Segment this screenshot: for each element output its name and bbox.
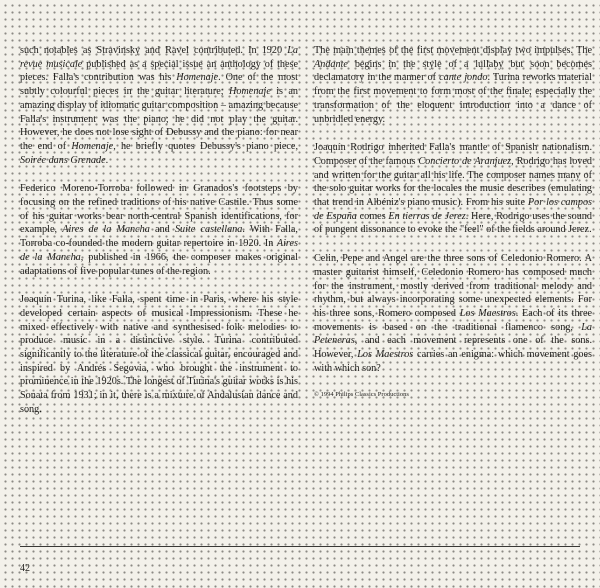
italic-title-run: Por los campos de España — [314, 197, 592, 222]
text-run: published as a special issue an anthology of these pieces. Falla's contribution was his — [20, 58, 298, 84]
text-run: is an amazing display of idiomatic guitar composition – amazing because Falla's instrument was the piano; he did not play the guitar. However, he does not lose sight of Debussy and the piano: for near the end of — [20, 86, 298, 152]
italic-title-run: La Peteneras — [314, 321, 592, 347]
italic-title-run: En tierras de Jerez — [388, 210, 466, 222]
text-run: , Rodrigo has loved and written for the guitar all his life. The composer names many of the solo guitar works for the locales the music describes (emulating that trend in Albéniz's piano music). From his suite — [314, 155, 592, 209]
italic-title-run: Aires de la Mancha — [62, 224, 150, 236]
italic-title-run: Suite castellana — [174, 224, 243, 236]
text-run: such notables as Stravinsky and Ravel contributed. In 1920 — [20, 45, 288, 56]
text-run: Joaquín Rodrigo inherited Falla's mantle of Spanish nationalism. Composer of the famous — [314, 142, 592, 167]
text-run: . — [105, 154, 109, 166]
italic-title-run: Homenaje — [71, 140, 114, 152]
italic-title-run: Andante — [314, 58, 348, 70]
text-run: The main themes of the first movement display two impulses. The — [314, 45, 592, 56]
italic-title-run: Aires de la Mancha — [20, 238, 298, 263]
paragraph-rodrigo — [314, 141, 592, 237]
text-run: . Each of its three movements is based on the traditional flamenco song, — [314, 307, 593, 333]
text-run: . With Falla, Torroba co-founded the modern guitar repertoire in 1920. In — [20, 224, 298, 250]
text-run: and — [149, 224, 175, 236]
text-run: , published in 1966, the composer makes original adaptations of five popular tunes of the region. — [20, 251, 298, 277]
text-run: comes — [356, 210, 389, 222]
italic-title-run: Los Maestros — [357, 349, 414, 361]
text-run: , and each movement represents one of the sons. However, — [314, 335, 592, 361]
text-run: . Here, Rodrigo uses the sound of pungent dissonance to evoke the "feel" of the fields around Jerez. — [314, 210, 592, 236]
right-column — [314, 44, 592, 414]
text-run: . One of the most subtly colourful pieces in the guitar literature; — [20, 72, 298, 98]
paragraph-romero — [314, 252, 592, 375]
italic-title-run: Soirée dans Grenade — [20, 154, 106, 166]
italic-title-run: cante jondo — [439, 72, 488, 84]
copyright-notice: © 1994 Philips Classics Productions — [314, 391, 409, 399]
italic-title-run: Homenaje — [176, 72, 219, 84]
paragraph-turina-sonata — [314, 44, 592, 126]
footer-rule — [20, 546, 580, 547]
text-run: Joaquín Turina, like Falla, spent time in Paris, where his style developed certain aspects of musical Impressionism. These he mixed effectively with native and synthesised folk melodies to produce music in a distinctive style. Turina contributed significantly to the literature of the classical guitar, encouraged and inspired by Andrés Segovia, who brought the instrument to prominence in the 1920s. The longest of Turina's guitar works is his Sonata from 1931; in it, there is a mixture of Andalusian dance and song. — [20, 294, 298, 415]
paragraph-falla-homenaje — [20, 44, 298, 167]
text-run: carries an enigma: which movement goes with which son? — [314, 349, 593, 374]
text-run: . Turina reworks material from the first movement to form most of the finale, especially the transformation of the eloquent introduction into a dance of unbridled energy. — [314, 72, 592, 125]
text-run: begins in the style of a lullaby but soon becomes declamatory in the manner of — [314, 58, 592, 84]
italic-title-run: La revue musicale — [20, 45, 298, 70]
italic-title-run: Los Maestros — [459, 307, 516, 319]
text-run: Federico Moreno-Torroba followed in Granados's footsteps by focusing on the refined traditions of his native Castile. Thus some of his guitar works bear north-central Spanish identifications, for example, — [20, 183, 298, 236]
text-run: Celin, Pepe and Angel are the three sons of Celedonio Romero. A master guitarist himself, Celedonio Romero has composed much for the instrument, mostly derived from traditional melody and rhythm, but always incorporating some unexpected elements. For his three sons, Romero composed — [314, 253, 592, 319]
italic-title-run: Homenaje — [228, 86, 271, 98]
paragraph-turina — [20, 293, 298, 416]
italic-title-run: Concierto de Aranjuez — [418, 155, 512, 167]
left-column — [20, 44, 298, 432]
text-run: , he briefly quotes Debussy's piano piece, — [113, 140, 298, 152]
page-number: 42 — [20, 563, 30, 574]
paragraph-moreno-torroba — [20, 182, 298, 278]
